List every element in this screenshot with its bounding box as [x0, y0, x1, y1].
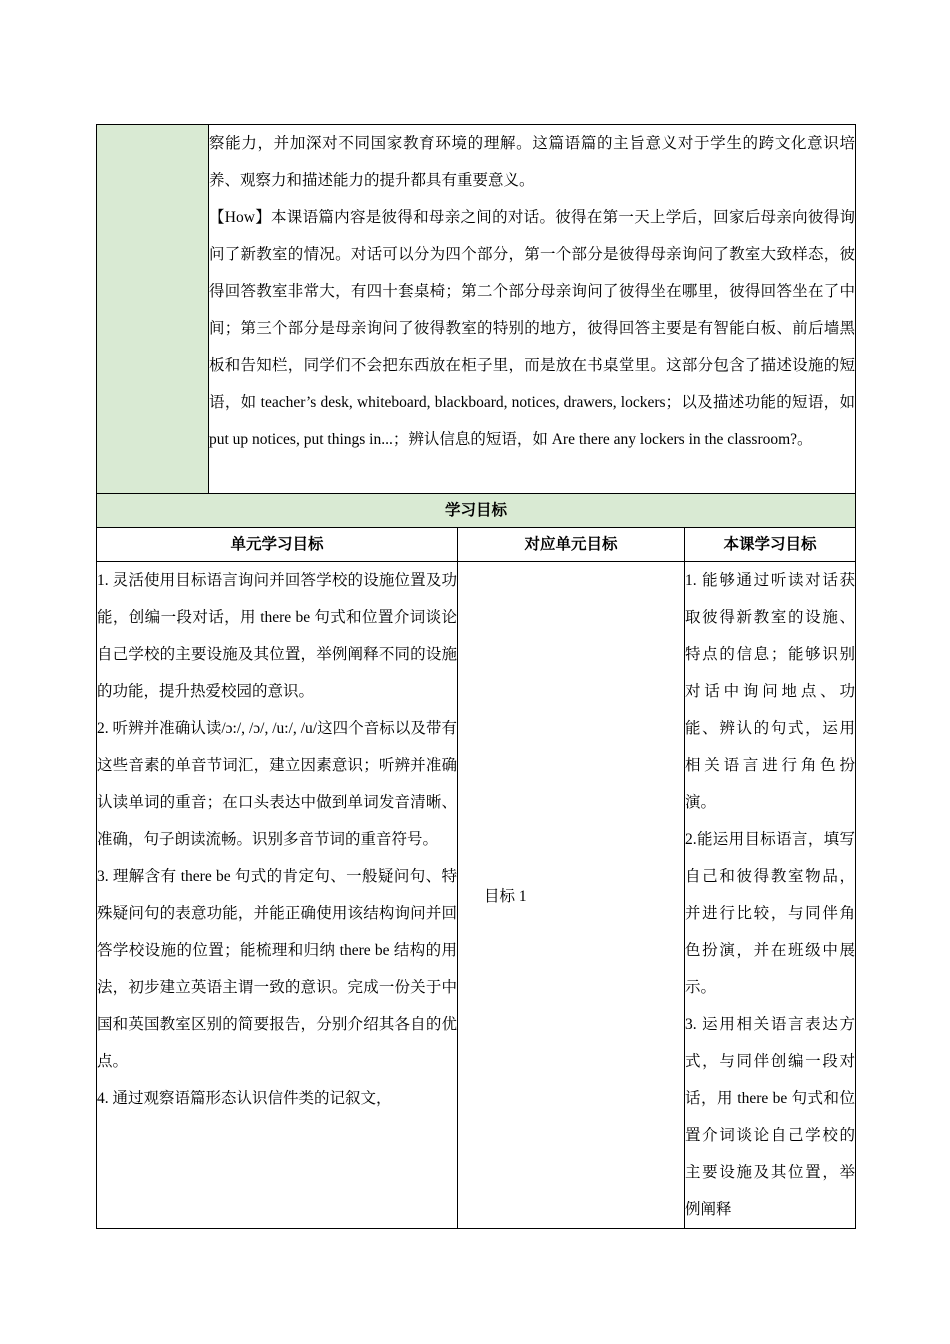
unit-goal: 3. 理解含有 there be 句式的肯定句、一般疑问句、特殊疑问句的表意功能，并能正确使用该结构询问并回答学校设施的位置；能梳理和归纳 there be 结构的用法，初步建立英语主谓一致的意识。完成一份关于中国和英国教室区别的简要报告，分别介绍其各自的优点。	[97, 868, 457, 1070]
mapping-cell: 目标 1	[458, 562, 685, 1229]
unit-goals-cell	[97, 562, 458, 1229]
unit-goal: 2. 听辨并准确认读/ɔ:/, /ɔ/, /u:/, /u/这四个音标以及带有这些音素的单音节词汇，建立因素意识；听辨并准确认读单词的重音；在口头表达中做到单词发音清晰、准确，句子朗读流畅。识别多音节词的重音符号。	[97, 720, 457, 848]
unit-goal: 1. 灵活使用目标语言询问并回答学校的设施位置及功能，创编一段对话，用 there be 句式和位置介词谈论自己学校的主要设施及其位置，举例阐释不同的设施的功能，提升热爱校园的意识。	[97, 572, 457, 700]
intro-text-cell	[209, 125, 856, 494]
lesson-goals-cell	[685, 562, 856, 1229]
section-title: 学习目标	[97, 494, 856, 528]
intro-paragraph: 【How】本课语篇内容是彼得和母亲之间的对话。彼得在第一天上学后，回家后母亲向彼得询问了新教室的情况。对话可以分为四个部分，第一个部分是彼得母亲询问了教室大致样态，彼得回答教室非常大，有四十套桌椅；第二个部分母亲询问了彼得坐在哪里，彼得回答坐在了中间；第三个部分是母亲询问了彼得教室的特别的地方，彼得回答主要是有智能白板、前后墙黑板和告知栏，同学们不会把东西放在柜子里，而是放在书桌堂里。这部分包含了描述设施的短语，如 teacher’s desk, whiteboard, blackboard, notices, drawers, lockers；以及描述功能的短语，如 put up notices, put things in...；辨认信息的短语，如 Are there any lockers in the classroom?。	[209, 209, 855, 448]
section-title-row	[97, 494, 856, 528]
lesson-goal: 3. 运用相关语言表达方式，与同伴创编一段对话，用 there be 句式和位置介词谈论自己学校的主要设施及其位置，举例阐释	[685, 1016, 855, 1218]
lesson-goal: 1. 能够通过听读对话获取彼得新教室的设施、特点的信息；能够识别对话中询问地点、功能、辨认的句式，运用相关语言进行角色扮演。	[685, 572, 855, 811]
column-header-row	[97, 528, 856, 562]
intro-label-cell	[97, 125, 209, 494]
unit-goals-header: 单元学习目标	[97, 528, 458, 562]
intro-row	[97, 125, 856, 494]
lesson-plan-table	[96, 124, 856, 1229]
lesson-goal: 2.能运用目标语言，填写自己和彼得教室物品，并进行比较，与同伴角色扮演，并在班级中展示。	[685, 831, 855, 996]
lesson-goals-header: 本课学习目标	[685, 528, 856, 562]
intro-paragraph: 察能力，并加深对不同国家教育环境的理解。这篇语篇的主旨意义对于学生的跨文化意识培养、观察力和描述能力的提升都具有重要意义。	[209, 135, 855, 189]
goals-row	[97, 562, 856, 1229]
unit-goal: 4. 通过观察语篇形态认识信件类的记叙文，	[97, 1090, 392, 1107]
mapping-header: 对应单元目标	[458, 528, 685, 562]
